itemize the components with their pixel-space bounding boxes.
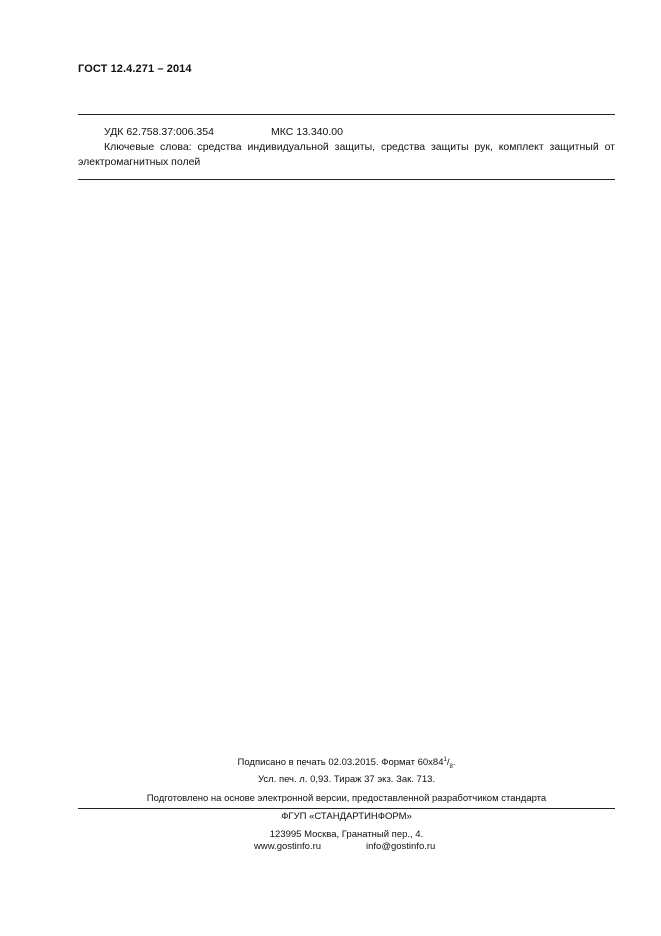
- udk-code: УДК 62.758.37:006.354: [104, 126, 214, 138]
- signed-line: Подписано в печать 02.03.2015. Формат $60x84^1/_8$.: [237, 757, 456, 771]
- publisher-address: 123995 Москва, Гранатный пер., 4.: [269, 829, 424, 840]
- publisher-name: ФГУП «СТАНДАРТИНФОРМ»: [281, 811, 412, 822]
- prepared-note: Подготовлено на основе электронной версии, предоставленной разработчиком стандарта: [146, 793, 547, 804]
- standard-code: ГОСТ 12.4.271 – 2014: [78, 63, 192, 75]
- website-link[interactable]: www.gostinfo.ru: [254, 841, 322, 852]
- mks-code: МКС 13.340.00: [271, 126, 343, 138]
- keywords-divider: [78, 179, 615, 180]
- imprint-divider: [78, 808, 615, 809]
- email-link[interactable]: info@gostinfo.ru: [366, 841, 436, 852]
- top-divider: [78, 114, 615, 115]
- signed-text: Подписано в печать 02.03.2015. Формат 60x84: [237, 757, 444, 769]
- format-denominator: 8: [449, 764, 453, 771]
- signed-end: .: [452, 757, 456, 769]
- format-numerator: 1: [443, 757, 447, 763]
- keywords: Ключевые слова: средства индивидуальной защиты, средства защиты рук, комплект защитный от электромагнитных полей: [78, 141, 615, 168]
- print-info: Усл. печ. л. 0,93. Тираж 37 экз. Зак. 713.: [257, 774, 436, 785]
